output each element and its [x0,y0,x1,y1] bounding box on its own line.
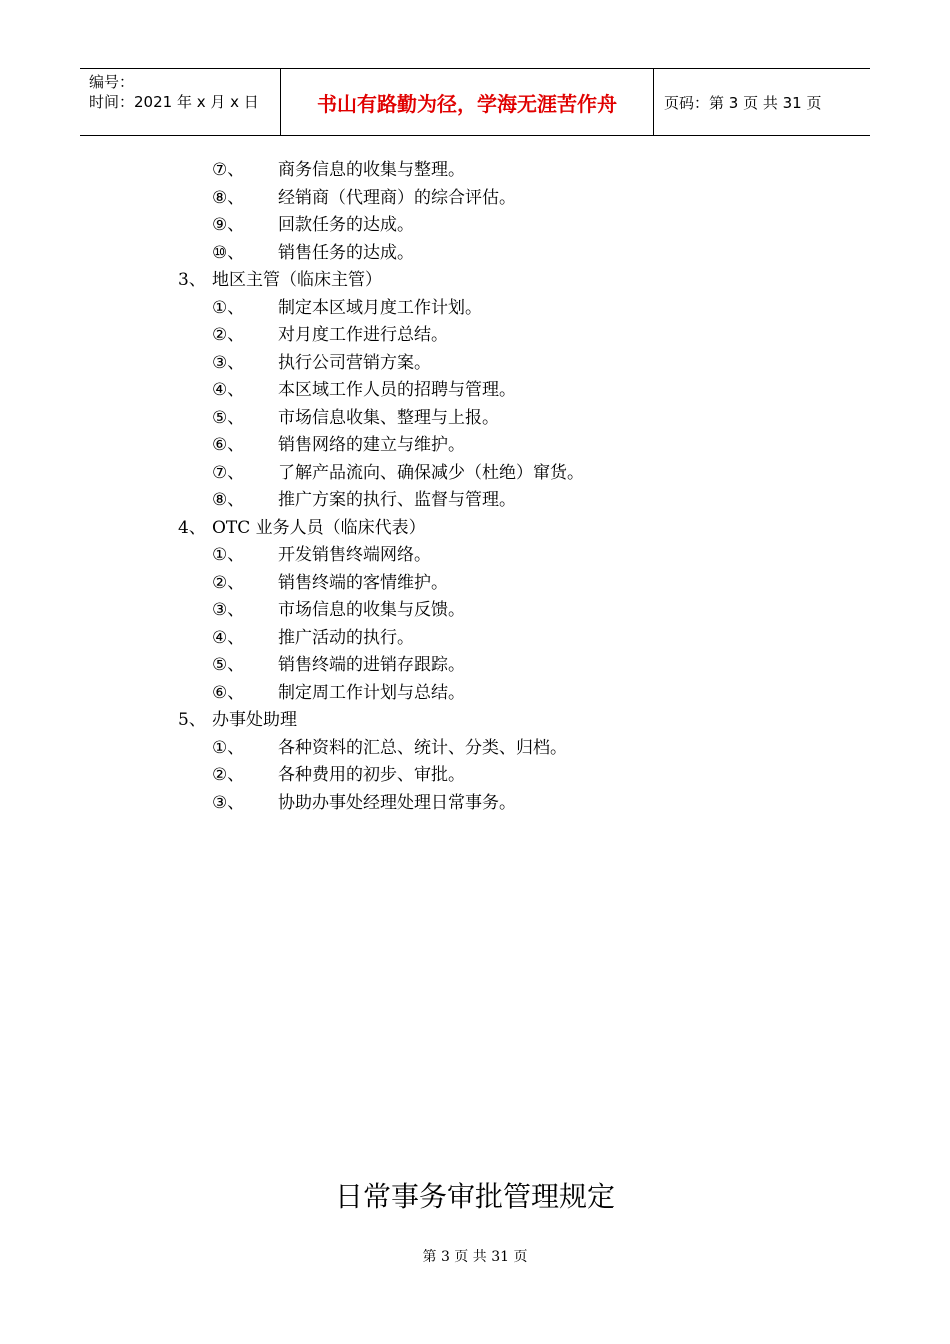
time-label: 时间：2021 年 x 月 x 日 [89,93,259,111]
item-number: ⑧、 [212,490,245,510]
item-text: 销售终端的进销存跟踪。 [278,655,465,675]
item-number: ④、 [212,627,245,648]
item-number: ③、 [212,792,245,813]
item-number: ①、 [212,545,245,565]
item-text: OTC 业务人员（临床代表） [212,517,426,538]
item-number: ⑤、 [212,655,245,675]
header-page-info: 页码：第 3 页 共 31 页 [664,93,822,112]
number-label: 编号： [89,73,135,91]
item-number: ⑥、 [212,435,245,455]
item-text: 本区域工作人员的招聘与管理。 [278,380,516,400]
item-number: ⑨、 [212,215,245,235]
item-text: 商务信息的收集与整理。 [278,160,465,180]
header-motto: 书山有路勤为径，学海无涯苦作舟 [281,69,654,135]
item-number: 3、 [178,270,206,290]
item-text: 推广活动的执行。 [278,627,414,648]
item-text: 销售终端的客情维护。 [278,572,448,593]
item-number: 5、 [178,710,206,730]
item-number: ⑩、 [212,242,245,263]
header-meta-cell [80,69,281,135]
item-number: ①、 [212,297,245,318]
page-footer: 第 3 页 共 31 页 [422,1249,528,1265]
item-text: 办事处助理 [212,710,297,730]
item-text: 协助办事处经理处理日常事务。 [278,792,516,813]
item-number: ⑥、 [212,682,245,703]
item-text: 了解产品流向、确保减少（杜绝）窜货。 [278,462,584,483]
item-text: 各种费用的初步、审批。 [278,765,465,785]
item-number: ⑤、 [212,407,245,428]
item-text: 开发销售终端网络。 [278,545,431,565]
item-number: ⑧、 [212,187,245,208]
item-text: 回款任务的达成。 [278,215,414,235]
item-text: 对月度工作进行总结。 [278,325,448,345]
item-text: 制定周工作计划与总结。 [278,682,465,703]
item-text: 地区主管（临床主管） [212,270,382,290]
item-number: ①、 [212,737,245,758]
item-text: 推广方案的执行、监督与管理。 [278,490,516,510]
item-text: 市场信息的收集与反馈。 [278,600,465,620]
item-text: 经销商（代理商）的综合评估。 [278,187,516,208]
item-number: ②、 [212,325,245,345]
item-text: 执行公司营销方案。 [278,352,431,373]
item-number: ⑦、 [212,160,245,180]
page-header [80,68,870,136]
item-text: 市场信息收集、整理与上报。 [278,407,499,428]
item-number: ③、 [212,600,245,620]
item-number: ④、 [212,380,245,400]
item-number: ③、 [212,352,245,373]
item-text: 各种资料的汇总、统计、分类、归档。 [278,737,567,758]
section-title: 日常事务审批管理规定 [334,1180,615,1213]
item-text: 销售网络的建立与维护。 [278,435,465,455]
item-number: ②、 [212,765,245,785]
item-number: ⑦、 [212,462,245,483]
item-number: 4、 [178,517,206,538]
item-number: ②、 [212,572,245,593]
item-text: 销售任务的达成。 [278,242,414,263]
item-text: 制定本区域月度工作计划。 [278,297,482,318]
